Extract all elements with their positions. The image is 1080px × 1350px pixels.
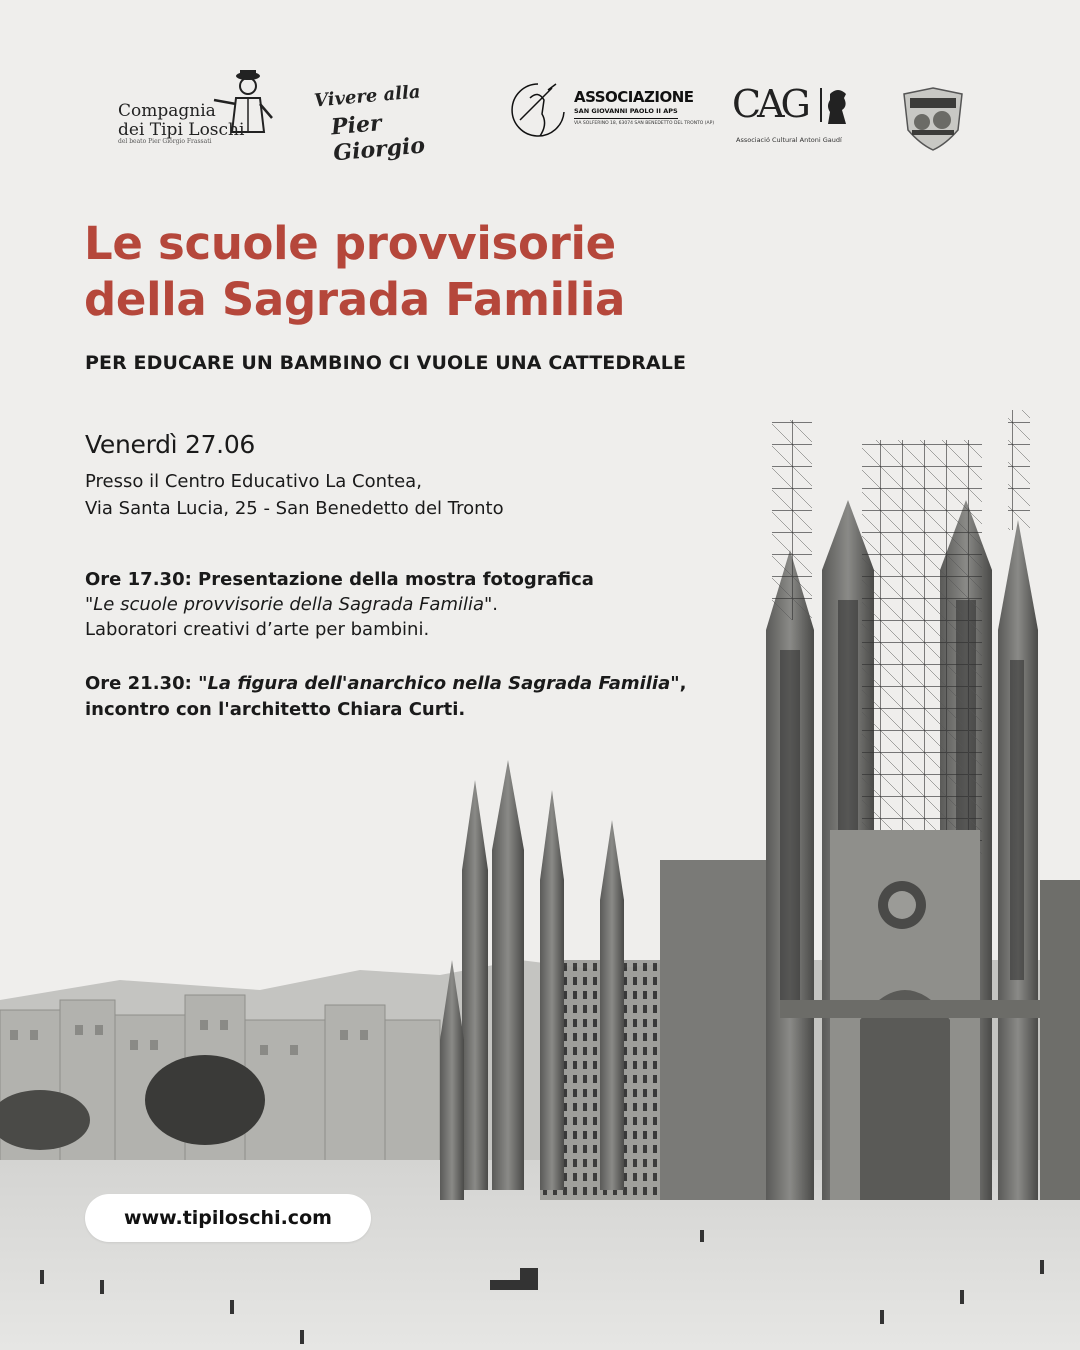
location-line1: Presso il Centro Educativo La Contea, bbox=[85, 471, 422, 492]
associazione-logo bbox=[508, 60, 715, 160]
program-2-quote: "La figura dell'anarchico nella Sagrada Familia" bbox=[198, 673, 680, 694]
shield-icon bbox=[898, 60, 968, 150]
program-1-detail: Laboratori creativi d’arte per bambini. bbox=[85, 619, 430, 640]
event-title-line2: della Sagrada Familia bbox=[84, 273, 626, 326]
program-item-1 bbox=[85, 567, 594, 642]
tipi-loschi-line2: dei Tipi Loschi bbox=[118, 120, 245, 140]
program-item-2 bbox=[85, 671, 686, 723]
gaudi-silhouette-icon bbox=[820, 86, 850, 126]
associazione-address: VIA SOLFERINO 18, 63074 SAN BENEDETTO DEL TRONTO (AP) bbox=[574, 118, 678, 126]
website-link[interactable]: www.tipiloschi.com bbox=[85, 1194, 371, 1242]
event-location bbox=[85, 468, 504, 522]
cag-logo bbox=[732, 60, 862, 160]
partner-logos bbox=[0, 60, 1080, 167]
event-date: Venerdì 27.06 bbox=[85, 430, 256, 459]
chesterton-shield-logo bbox=[898, 60, 968, 160]
program-2-heading-line: Ore 21.30: "La figura dell'anarchico nella Sagrada Familia", bbox=[85, 673, 687, 694]
associazione-line1: ASSOCIAZIONE bbox=[574, 88, 694, 106]
associazione-line2: SAN GIOVANNI PAOLO II APS bbox=[574, 107, 678, 115]
event-subtitle: PER EDUCARE UN BAMBINO CI VUOLE UNA CATTEDRALE bbox=[85, 352, 687, 374]
vivere-line2: Pier Giorgio bbox=[330, 110, 427, 167]
program-1-heading: Ore 17.30: Presentazione della mostra fotografica bbox=[85, 569, 594, 590]
tipi-loschi-tagline: del beato Pier Giorgio Frassati bbox=[118, 138, 212, 145]
cag-caption: Associació Cultural Antoni Gaudí bbox=[736, 136, 842, 144]
tipi-loschi-figure-icon bbox=[208, 70, 280, 140]
event-title bbox=[84, 216, 984, 328]
location-line2: Via Santa Lucia, 25 - San Benedetto del Tronto bbox=[85, 498, 504, 519]
cag-mark: CAG bbox=[732, 82, 807, 126]
tipi-loschi-line1: Compagnia bbox=[118, 101, 216, 121]
program-1-quote-line: "Le scuole provvisorie della Sagrada Familia". bbox=[85, 594, 499, 615]
vivere-line1: Vivere alla bbox=[313, 81, 422, 112]
pope-silhouette-icon bbox=[508, 80, 570, 142]
program-1-quote: Le scuole provvisorie della Sagrada Familia bbox=[93, 594, 485, 615]
tipi-loschi-logo bbox=[112, 60, 282, 160]
program-2-detail: incontro con l'architetto Chiara Curti. bbox=[85, 699, 466, 720]
event-title-line1: Le scuole provvisorie bbox=[84, 217, 616, 270]
program-2-time: Ore 21.30: bbox=[85, 673, 199, 694]
vivere-logo bbox=[310, 60, 480, 167]
